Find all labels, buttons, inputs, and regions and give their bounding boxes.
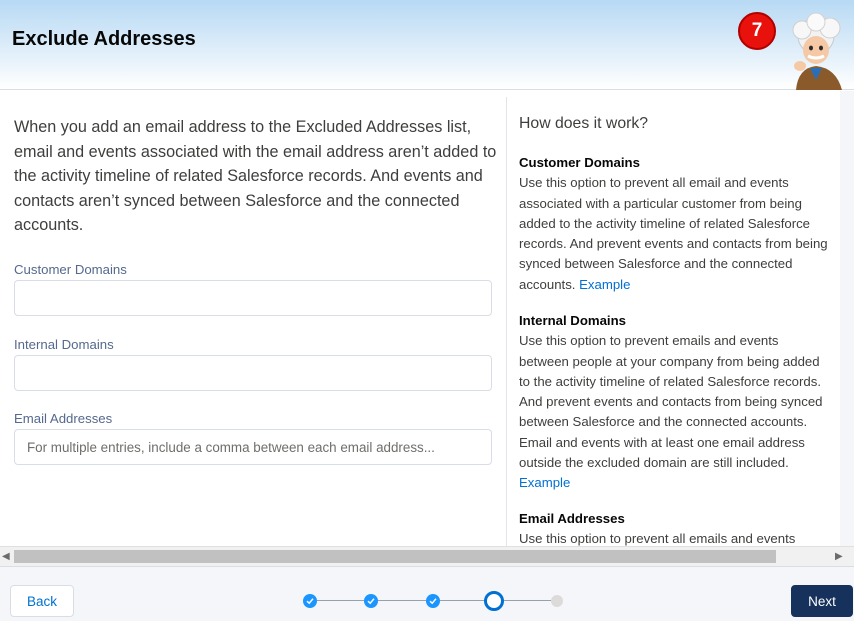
customer-domains-example-link[interactable]: Example	[579, 276, 631, 292]
help-title: How does it work?	[519, 115, 649, 132]
progress-step-5[interactable]	[551, 595, 563, 607]
progress-step-3[interactable]	[426, 594, 440, 608]
internal-domains-label: Internal Domains	[14, 337, 114, 352]
intro-text: When you add an email address to the Excluded Addresses list, email and events associated with the email address aren’t added to the activity timeline of related Salesforce records. And events and contacts aren’t synced between Salesforce and the connected accounts.	[14, 118, 497, 234]
back-button[interactable]: Back	[10, 585, 74, 617]
customer-domains-label: Customer Domains	[14, 262, 127, 277]
scroll-right-arrow-icon[interactable]: ▶	[835, 551, 843, 562]
next-button[interactable]: Next	[791, 585, 853, 617]
checkmark-icon	[306, 597, 314, 605]
scrollbar-thumb[interactable]	[14, 550, 776, 563]
help-section-body: Use this option to prevent emails and events between people at your company from being added to the activity timeline of related Salesforce records. And prevent events and contacts from being synced between Salesforce and the connected accounts. Email and events with at least one email address outside the excluded domain are still included.	[519, 333, 823, 471]
progress-step-1[interactable]	[303, 594, 317, 608]
progress-step-4-current[interactable]	[484, 591, 504, 611]
help-section-title: Internal Domains	[519, 313, 626, 328]
help-section-customer-domains	[519, 153, 831, 295]
help-section-internal-domains	[519, 311, 831, 494]
modal-footer	[0, 566, 854, 621]
modal-header	[0, 0, 854, 90]
vertical-scrollbar[interactable]	[840, 91, 854, 546]
internal-domains-input[interactable]	[14, 355, 492, 391]
form-panel	[0, 91, 506, 546]
email-addresses-input[interactable]	[14, 429, 492, 465]
progress-step-2[interactable]	[364, 594, 378, 608]
step-number-badge: 7	[738, 12, 776, 50]
help-section-email-addresses	[519, 509, 831, 546]
help-section-title: Email Addresses	[519, 511, 625, 526]
help-section-body: Use this option to prevent all email and events associated with a particular customer from being added to the activity timeline of related Salesforce records. And prevent events and contacts from being synced between Salesforce and the connected accounts.	[519, 175, 828, 292]
help-section-title: Customer Domains	[519, 155, 640, 170]
help-panel	[507, 91, 840, 546]
internal-domains-example-link[interactable]: Example	[519, 475, 571, 491]
customer-domains-input[interactable]	[14, 280, 492, 316]
progress-indicator	[300, 591, 570, 611]
page-title: Exclude Addresses	[12, 28, 196, 50]
horizontal-scrollbar[interactable]	[0, 546, 854, 566]
einstein-mascot-icon	[786, 10, 850, 90]
email-addresses-label: Email Addresses	[14, 411, 113, 426]
help-section-body: Use this option to prevent all emails and events	[519, 531, 796, 546]
checkmark-icon	[429, 597, 437, 605]
checkmark-icon	[367, 597, 375, 605]
scroll-left-arrow-icon[interactable]: ◀	[2, 551, 10, 562]
